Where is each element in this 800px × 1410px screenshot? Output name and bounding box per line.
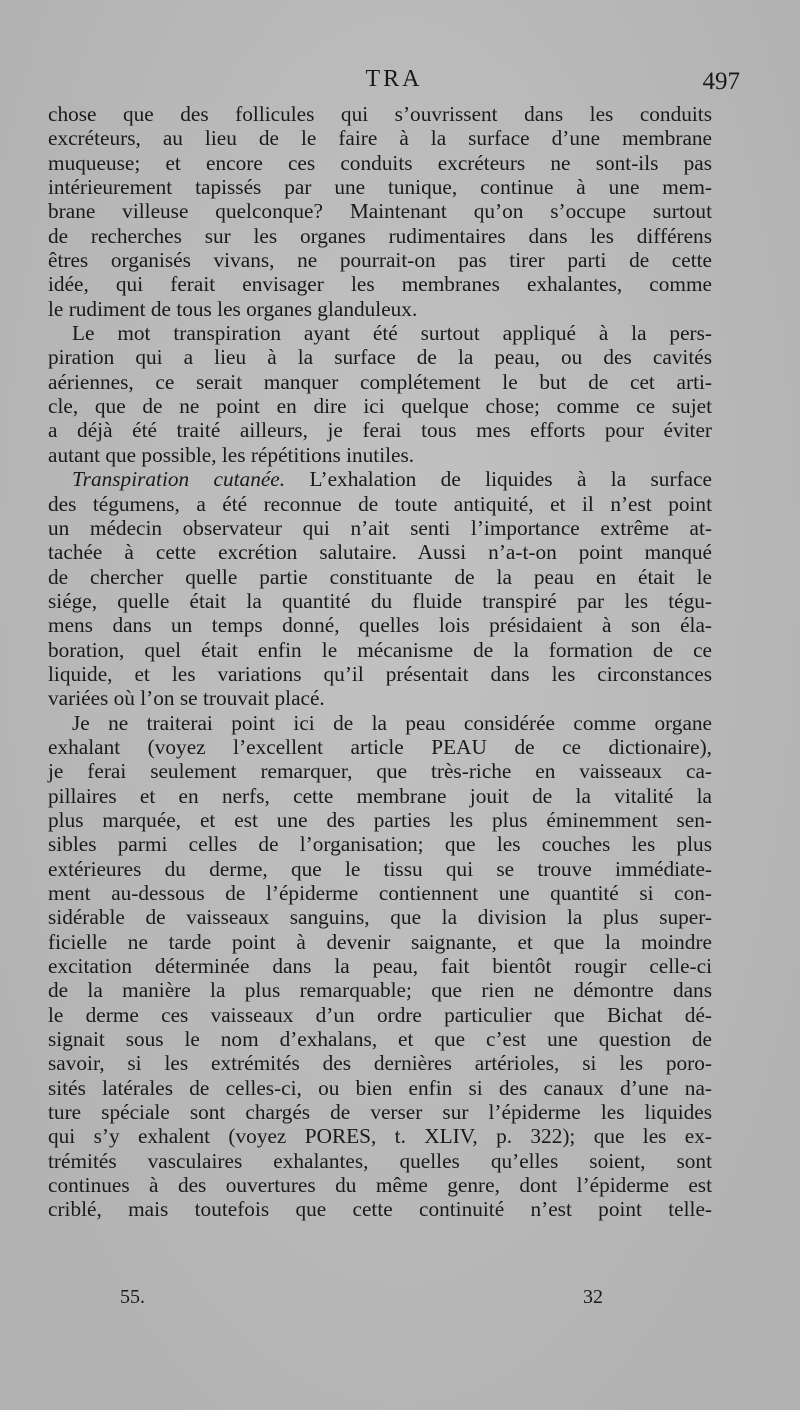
- text-line: cle, que de ne point en dire ici quelque chose; comme ce sujet: [48, 394, 712, 419]
- text-line: savoir, si les extrémités des dernières artérioles, si les poro-: [48, 1051, 712, 1076]
- text-line: tachée à cette excrétion salutaire. Aussi n’a-t-on point manqué: [48, 540, 712, 565]
- section-heading-italic: Transpiration cutanée.: [72, 467, 286, 492]
- text-line: signait sous le nom d’exhalans, et que c’est une question de: [48, 1027, 712, 1052]
- text-line: continues à des ouvertures du même genre, dont l’épiderme est: [48, 1173, 712, 1198]
- text-line: de chercher quelle partie constituante de la peau en était le: [48, 564, 712, 589]
- text-line: piration qui a lieu à la surface de la peau, ou des cavités: [48, 345, 712, 370]
- text-line-rest: L’exhalation de liquides à la surface: [285, 467, 712, 492]
- text-line: trémités vasculaires exhalantes, quelles qu’elles soient, sont: [48, 1148, 712, 1173]
- text-line: qui s’y exhalent (voyez PORES, t. XLIV, p. 322); que les ex-: [48, 1124, 712, 1149]
- text-line: boration, quel était enfin le mécanisme de la formation de ce: [48, 637, 712, 662]
- running-header: [48, 66, 740, 102]
- page-number: 497: [702, 68, 740, 95]
- text-line: de la manière la plus remarquable; que rien ne démontre dans: [48, 978, 712, 1003]
- text-line: sités latérales de celles-ci, ou bien enfin si des canaux d’une na-: [48, 1075, 712, 1100]
- text-line: le derme ces vaisseaux d’un ordre particulier que Bichat dé-: [48, 1002, 712, 1027]
- signature-mark-left: 55.: [120, 1286, 145, 1308]
- text-line: je ferai seulement remarquer, que très-riche en vaisseaux ca-: [48, 759, 712, 784]
- text-line: Le mot transpiration ayant été surtout appliqué à la pers-: [72, 321, 712, 346]
- text-line: excitation déterminée dans la peau, fait bientôt rougir celle-ci: [48, 954, 712, 979]
- text-line: criblé, mais toutefois que cette continuité n’est point telle-: [48, 1197, 712, 1222]
- text-line: siége, quelle était la quantité du fluide transpiré par les tégu-: [48, 588, 712, 613]
- text-line: liquide, et les variations qu’il présentait dans les circonstances: [48, 661, 712, 686]
- text-line: intérieurement tapissés par une tunique, continue à une mem-: [48, 175, 712, 200]
- text-line: excréteurs, au lieu de le faire à la surface d’une membrane: [48, 126, 712, 151]
- text-line: un médecin observateur qui n’ait senti l’importance extrême at-: [48, 515, 712, 540]
- text-line: le rudiment de tous les organes glanduleux.: [48, 296, 418, 321]
- text-line: brane villeuse quelconque? Maintenant qu’on s’occupe surtout: [48, 199, 712, 224]
- text-line: pillaires et en nerfs, cette membrane jouit de la vitalité la: [48, 783, 712, 808]
- text-line: extérieures du derme, que le tissu qui se trouve immédiate-: [48, 856, 712, 881]
- text-line: a déjà été traité ailleurs, je ferai tous mes efforts pour éviter: [48, 418, 712, 443]
- text-line: de recherches sur les organes rudimentaires dans les différens: [48, 223, 712, 248]
- page-footer: [48, 1286, 740, 1316]
- text-line: idée, qui ferait envisager les membranes exhalantes, comme: [48, 272, 712, 297]
- text-line: plus marquée, et est une des parties les plus éminemment sen-: [48, 807, 712, 832]
- text-line: ture spéciale sont chargés de verser sur l’épiderme les liquides: [48, 1100, 712, 1125]
- text-line: sibles parmi celles de l’organisation; que les couches les plus: [48, 832, 712, 857]
- text-line: Je ne traiterai point ici de la peau considérée comme organe: [72, 710, 712, 735]
- text-line: ficielle ne tarde point à devenir saignante, et que la moindre: [48, 929, 712, 954]
- signature-mark-right: 32: [583, 1286, 603, 1308]
- text-line: exhalant (voyez l’excellent article PEAU de ce dictionaire),: [48, 734, 712, 759]
- body-text: [48, 102, 712, 1222]
- text-line: mens dans un temps donné, quelles lois présidaient à son éla-: [48, 613, 712, 638]
- text-line: muqueuse; et encore ces conduits excréteurs ne sont-ils pas: [48, 150, 712, 175]
- text-line: sidérable de vaisseaux sanguins, que la division la plus super-: [48, 905, 712, 930]
- text-line-italic-lead: [48, 467, 712, 491]
- running-title: TRA: [365, 66, 423, 92]
- text-line: aériennes, ce serait manquer complétement le but de cet arti-: [48, 369, 712, 394]
- text-line: autant que possible, les répétitions inutiles.: [48, 442, 415, 467]
- text-line: ment au-dessous de l’épiderme contiennent une quantité si con-: [48, 881, 712, 905]
- text-line: variées où l’on se trouvait placé.: [48, 686, 325, 711]
- text-line: chose que des follicules qui s’ouvrissent dans les conduits: [48, 102, 712, 126]
- text-line: des tégumens, a été reconnue de toute antiquité, et il n’est point: [48, 491, 712, 516]
- text-line: êtres organisés vivans, ne pourrait-on pas tirer parti de cette: [48, 248, 712, 273]
